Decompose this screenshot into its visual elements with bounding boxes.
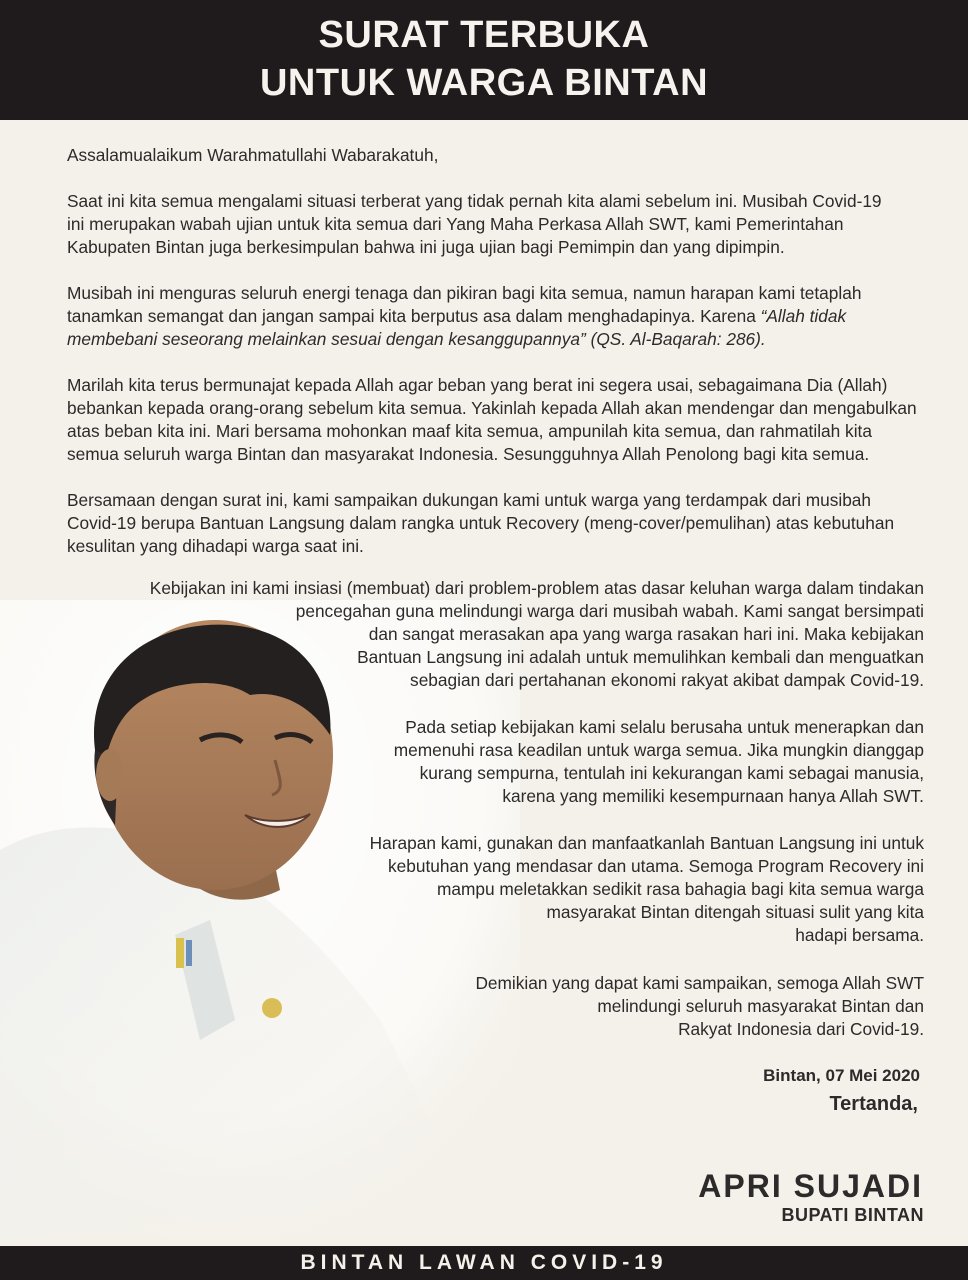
paragraph-3-line-3: atas beban kita ini. Mari bersama mohonkan maaf kita semua, ampunilah kita semua, dan rahmatilah kita [67,421,872,441]
paragraph-6-line-1: Pada setiap kebijakan kami selalu berusaha untuk menerapkan dan [405,717,924,737]
paragraph-2 [67,282,937,351]
paragraph-7-line-4: masyarakat Bintan ditengah situasi sulit yang kita [546,902,924,922]
paragraph-5 [150,577,924,692]
paragraph-3-line-4: semua seluruh warga Bintan dan masyarakat Indonesia. Sesungguhnya Allah Penolong bagi kita semua. [67,444,870,464]
footer-banner [0,1246,968,1280]
paragraph-5-line-4: Bantuan Langsung ini adalah untuk memulihkan kembali dan menguatkan [357,647,924,667]
paragraph-8-line-2: melindungi seluruh masyarakat Bintan dan [597,996,924,1016]
paragraph-1-line-2: ini merupakan wabah ujian untuk kita semua dari Yang Maha Perkasa Allah SWT, kami Pemerintahan [67,214,844,234]
title-line-2: UNTUK WARGA BINTAN [259,62,709,104]
paragraph-3-line-2: bebankan kepada orang-orang sebelum kita semua. Yakinlah kepada Allah akan mendengar dan mengabulkan [67,398,917,418]
paragraph-3 [67,374,937,466]
paragraph-2-line-1: Musibah ini menguras seluruh energi tenaga dan pikiran bagi kita semua, namun harapan kami tetaplah [67,283,862,303]
paragraph-5-line-3: dan sangat merasakan apa yang warga rasakan hari ini. Maka kebijakan [368,624,924,644]
quran-quote-start: “Allah tidak [760,306,847,326]
title-banner [0,0,968,120]
paragraph-2-line-2-text: tanamkan semangat dan jangan sampai kita berputus asa dalam menghadapinya. Karena [67,306,761,326]
paragraph-5-line-5: sebagian dari pertahanan ekonomi rakyat akibat dampak Covid-19. [410,670,924,690]
paragraph-7-line-2: kebutuhan yang mendasar dan utama. Semoga Program Recovery ini [387,856,924,876]
paragraph-4-line-1: Bersamaan dengan surat ini, kami sampaikan dukungan kami untuk warga yang terdampak dari musibah [67,490,872,510]
paragraph-7-line-3: mampu meletakkan sedikit rasa bahagia bagi kita semua warga [436,879,924,899]
quran-quote-end: membebani seseorang melainkan sesuai dengan kesanggupannya” (QS. Al-Baqarah: 286). [67,329,766,349]
footer-slogan: BINTAN LAWAN COVID-19 [300,1251,668,1274]
paragraph-7 [370,832,924,947]
title-line-1: SURAT TERBUKA [318,14,650,56]
signer-title: BUPATI BINTAN [781,1205,924,1225]
paragraph-1-line-1: Saat ini kita semua mengalami situasi terberat yang tidak pernah kita alami sebelum ini. Musibah Covid-19 [67,191,882,211]
greeting: Assalamualaikum Warahmatullahi Wabarakatuh, [67,145,439,165]
paragraph-6-line-4: karena yang memiliki kesempurnaan hanya Allah SWT. [502,786,924,806]
paragraph-6 [394,716,924,808]
paragraph-7-line-1: Harapan kami, gunakan dan manfaatkanlah Bantuan Langsung ini untuk [369,833,924,853]
paragraph-7-line-5: hadapi bersama. [795,925,924,945]
paragraph-5-line-1: Kebijakan ini kami insiasi (membuat) dari problem-problem atas dasar keluhan warga dalam tindakan [149,578,924,598]
paragraph-2-line-2 [67,305,937,328]
signer-name: APRI SUJADI [698,1168,923,1204]
paragraph-8 [475,972,924,1041]
paragraph-6-line-2: memenuhi rasa keadilan untuk warga semua. Jika mungkin dianggap [393,740,924,760]
closing: Tertanda, [829,1093,918,1115]
paragraph-5-line-2: pencegahan guna melindungi warga dari musibah wabah. Kami sangat bersimpati [295,601,924,621]
paragraph-4 [67,489,937,558]
paragraph-1-line-3: Kabupaten Bintan juga berkesimpulan bahwa ini juga ujian bagi Pemimpin dan yang dipimpin. [67,237,785,257]
paragraph-4-line-3: kesulitan yang dihadapi warga saat ini. [67,536,364,556]
place-date: Bintan, 07 Mei 2020 [763,1066,920,1085]
paragraph-8-line-1: Demikian yang dapat kami sampaikan, semoga Allah SWT [475,973,924,993]
paragraph-4-line-2: Covid-19 berupa Bantuan Langsung dalam rangka untuk Recovery (meng-cover/pemulihan) atas kebutuhan [67,513,895,533]
paragraph-3-line-1: Marilah kita terus bermunajat kepada Allah agar beban yang berat ini segera usai, sebagaimana Dia (Allah) [67,375,888,395]
paragraph-8-line-3: Rakyat Indonesia dari Covid-19. [678,1019,924,1039]
paragraph-1 [67,190,937,259]
paragraph-6-line-3: kurang sempurna, tentulah ini kekurangan kami sebagai manusia, [419,763,924,783]
